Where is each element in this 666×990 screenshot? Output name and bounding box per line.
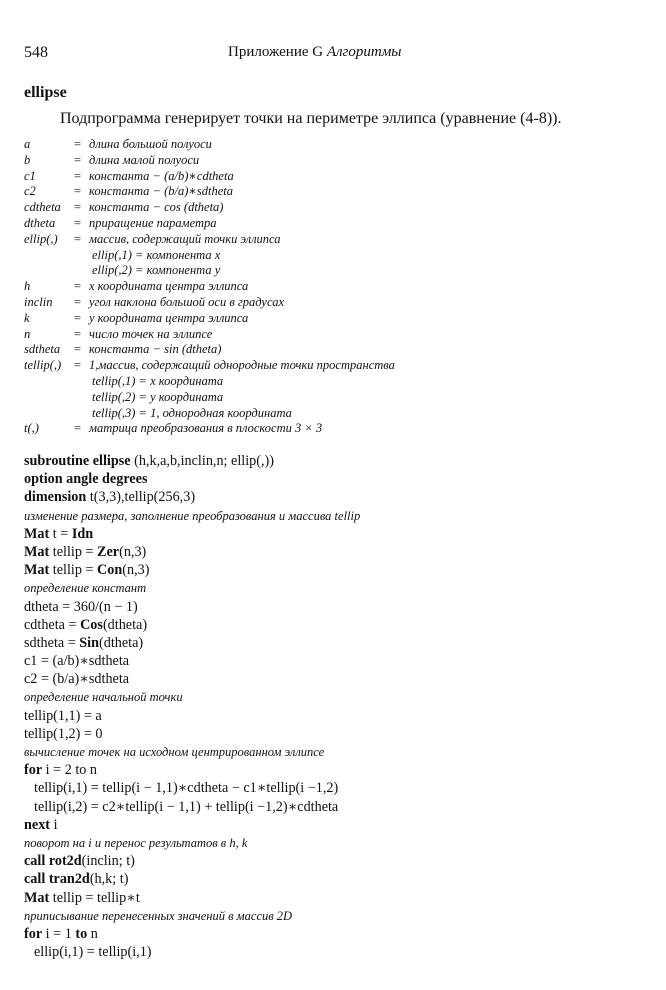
code-keyword: dimension: [24, 489, 87, 506]
code-text: (inclin; t): [81, 853, 135, 870]
code-line: [24, 525, 360, 543]
code-line: [24, 779, 360, 797]
definition-name: dtheta: [24, 215, 56, 230]
code-comment: вычисление точек на исходном центрированном эллипсе: [24, 745, 325, 759]
code-line: [24, 652, 360, 670]
code-line: [24, 816, 360, 834]
definition-text: константа − (a/b)∗cdtheta: [89, 168, 234, 183]
definition-text: матрица преобразования в плоскости 3 × 3: [89, 421, 323, 436]
definition-text: угол наклона большой оси в градусах: [89, 294, 285, 309]
definition-text: ellip(,2) = компонента y: [92, 263, 221, 278]
definition-text: tellip(,3) = 1, однородная координата: [92, 405, 292, 420]
code-line: [24, 470, 360, 488]
definition-text: константа − cos (dtheta): [89, 200, 224, 215]
code-text: tellip(i,2) = c2∗tellip(i − 1,1) + tellip(i −1,2)∗cdtheta: [34, 798, 339, 815]
definition-text: ellip(,1) = компонента x: [92, 247, 221, 262]
code-keyword: option angle degrees: [24, 471, 148, 488]
definition-name: h: [24, 279, 31, 294]
code-text: tellip =: [49, 543, 98, 560]
definition-name: k: [24, 310, 30, 325]
code-line: [24, 707, 360, 725]
definition-equals: =: [74, 326, 82, 341]
code-keyword: Sin: [79, 634, 100, 651]
header-prefix: Приложение G: [228, 44, 324, 60]
code-keyword: Zer: [97, 543, 120, 560]
code-text: tellip = tellip∗t: [49, 889, 140, 906]
code-keyword: subroutine ellipse: [24, 453, 131, 469]
definition-equals: =: [74, 310, 82, 325]
code-text: t =: [49, 525, 72, 542]
definition-equals: =: [74, 137, 82, 151]
definition-name: cdtheta: [24, 200, 61, 215]
code-text: sdtheta =: [24, 634, 80, 651]
definition-text: y координата центра эллипса: [89, 310, 249, 325]
code-keyword: for: [24, 925, 43, 942]
definition-equals: =: [74, 152, 82, 167]
code-text: i = 1: [42, 925, 76, 942]
code-line: [24, 798, 360, 816]
code-text: n: [87, 925, 98, 942]
header-italic: Алгоритмы: [326, 44, 402, 60]
definition-text: приращение параметра: [89, 215, 217, 230]
code-keyword: Mat: [24, 889, 50, 906]
definition-text: tellip(,2) = y координата: [92, 389, 224, 404]
code-line: [24, 670, 360, 688]
definition-equals: =: [74, 231, 82, 246]
definition-equals: =: [74, 279, 82, 294]
definition-text: tellip(,1) = x координата: [92, 373, 224, 388]
code-text: (n,3): [122, 562, 150, 579]
section-title: ellipse: [24, 84, 67, 101]
definition-equals: =: [74, 342, 82, 357]
code-text: (n,3): [119, 543, 147, 560]
code-text: (dtheta): [99, 634, 144, 651]
definition-name: tellip(,): [24, 358, 62, 373]
definition-text: x координата центра эллипса: [89, 279, 249, 294]
definition-name: c2: [24, 184, 36, 199]
definition-equals: =: [74, 184, 82, 199]
definition-text: константа − sin (dtheta): [89, 342, 222, 357]
code-comment: определение констант: [24, 581, 147, 596]
definition-name: a: [24, 137, 31, 151]
code-text: (h,k,a,b,inclin,n; ellip(,)): [130, 453, 274, 469]
code-text: i: [50, 816, 58, 833]
code-keyword: Idn: [71, 525, 94, 542]
code-text: tellip =: [49, 562, 98, 579]
definition-name: inclin: [24, 294, 53, 309]
code-line: [24, 761, 360, 779]
code-line: [24, 889, 360, 907]
code-keyword: next: [24, 816, 51, 833]
definition-equals: =: [74, 358, 82, 373]
code-comment: приписывание перенесенных значений в массив 2D: [24, 908, 293, 923]
code-line: [24, 870, 360, 888]
code-text: tellip(i,1) = tellip(i − 1,1)∗cdtheta − c1∗tellip(i −1,2): [34, 780, 339, 797]
code-text: c1 = (a/b)∗sdtheta: [24, 653, 130, 670]
code-line: [24, 943, 360, 961]
definition-equals: =: [74, 168, 82, 183]
definition-equals: =: [74, 421, 82, 436]
definition-name: sdtheta: [24, 342, 61, 357]
code-text: i = 2 to n: [42, 762, 98, 779]
page-number: 548: [24, 44, 48, 61]
code-line: [24, 488, 360, 506]
code-line: [24, 598, 360, 616]
definition-text: длина большой полуоси: [89, 137, 212, 151]
code-keyword: Mat: [24, 562, 50, 579]
code-comment: поворот на i и перенос результатов в h, k: [24, 835, 248, 850]
definition-text: константа − (b/a)∗sdtheta: [89, 184, 234, 199]
definition-name: t(,): [24, 421, 39, 436]
section-intro: Подпрограмма генерирует точки на периметре эллипса (уравнение (4-8)).: [60, 110, 562, 127]
code-text: ellip(i,1) = tellip(i,1): [34, 944, 152, 961]
code-line: [24, 616, 360, 634]
code-line: [24, 925, 360, 943]
definition-equals: =: [74, 200, 82, 215]
definition-name: c1: [24, 168, 36, 183]
code-text: cdtheta =: [24, 616, 81, 633]
code-line: [24, 561, 360, 579]
code-line: [24, 725, 360, 743]
code-keyword: Mat: [24, 525, 50, 542]
definition-text: массив, содержащий точки эллипса: [89, 231, 281, 246]
code-line: [24, 634, 360, 652]
code-text: t(3,3),tellip(256,3): [86, 489, 196, 506]
definition-text: 1,массив, содержащий однородные точки пространства: [89, 358, 395, 373]
code-keyword: call tran2d: [24, 871, 90, 888]
definition-name: b: [24, 152, 31, 167]
code-line: [24, 452, 360, 470]
code-text: (h,k; t): [89, 871, 129, 888]
running-header: [228, 44, 401, 61]
definition-name: ellip(,): [24, 231, 58, 246]
definition-equals: =: [74, 215, 82, 230]
code-comment: определение начальной точки: [24, 690, 183, 705]
code-listing: [24, 452, 360, 961]
code-keyword: to: [75, 925, 88, 942]
code-keyword: Mat: [24, 543, 50, 560]
code-text: (dtheta): [102, 616, 148, 633]
code-text: c2 = (b/a)∗sdtheta: [24, 671, 130, 688]
code-line: [24, 852, 360, 870]
code-keyword: Con: [97, 562, 123, 579]
definition-equals: =: [74, 294, 82, 309]
definition-text: длина малой полуоси: [89, 152, 200, 167]
definition-text: число точек на эллипсе: [89, 326, 213, 341]
code-text: tellip(1,2) = 0: [24, 725, 103, 742]
code-text: tellip(1,1) = a: [24, 707, 102, 724]
code-keyword: Cos: [80, 616, 103, 633]
definition-name: n: [24, 326, 31, 341]
code-text: dtheta = 360/(n − 1): [24, 598, 138, 615]
code-comment: изменение размера, заполнение преобразования и массива tellip: [24, 508, 361, 523]
code-keyword: call rot2d: [24, 853, 82, 870]
code-line: [24, 543, 360, 561]
code-keyword: for: [24, 762, 43, 779]
